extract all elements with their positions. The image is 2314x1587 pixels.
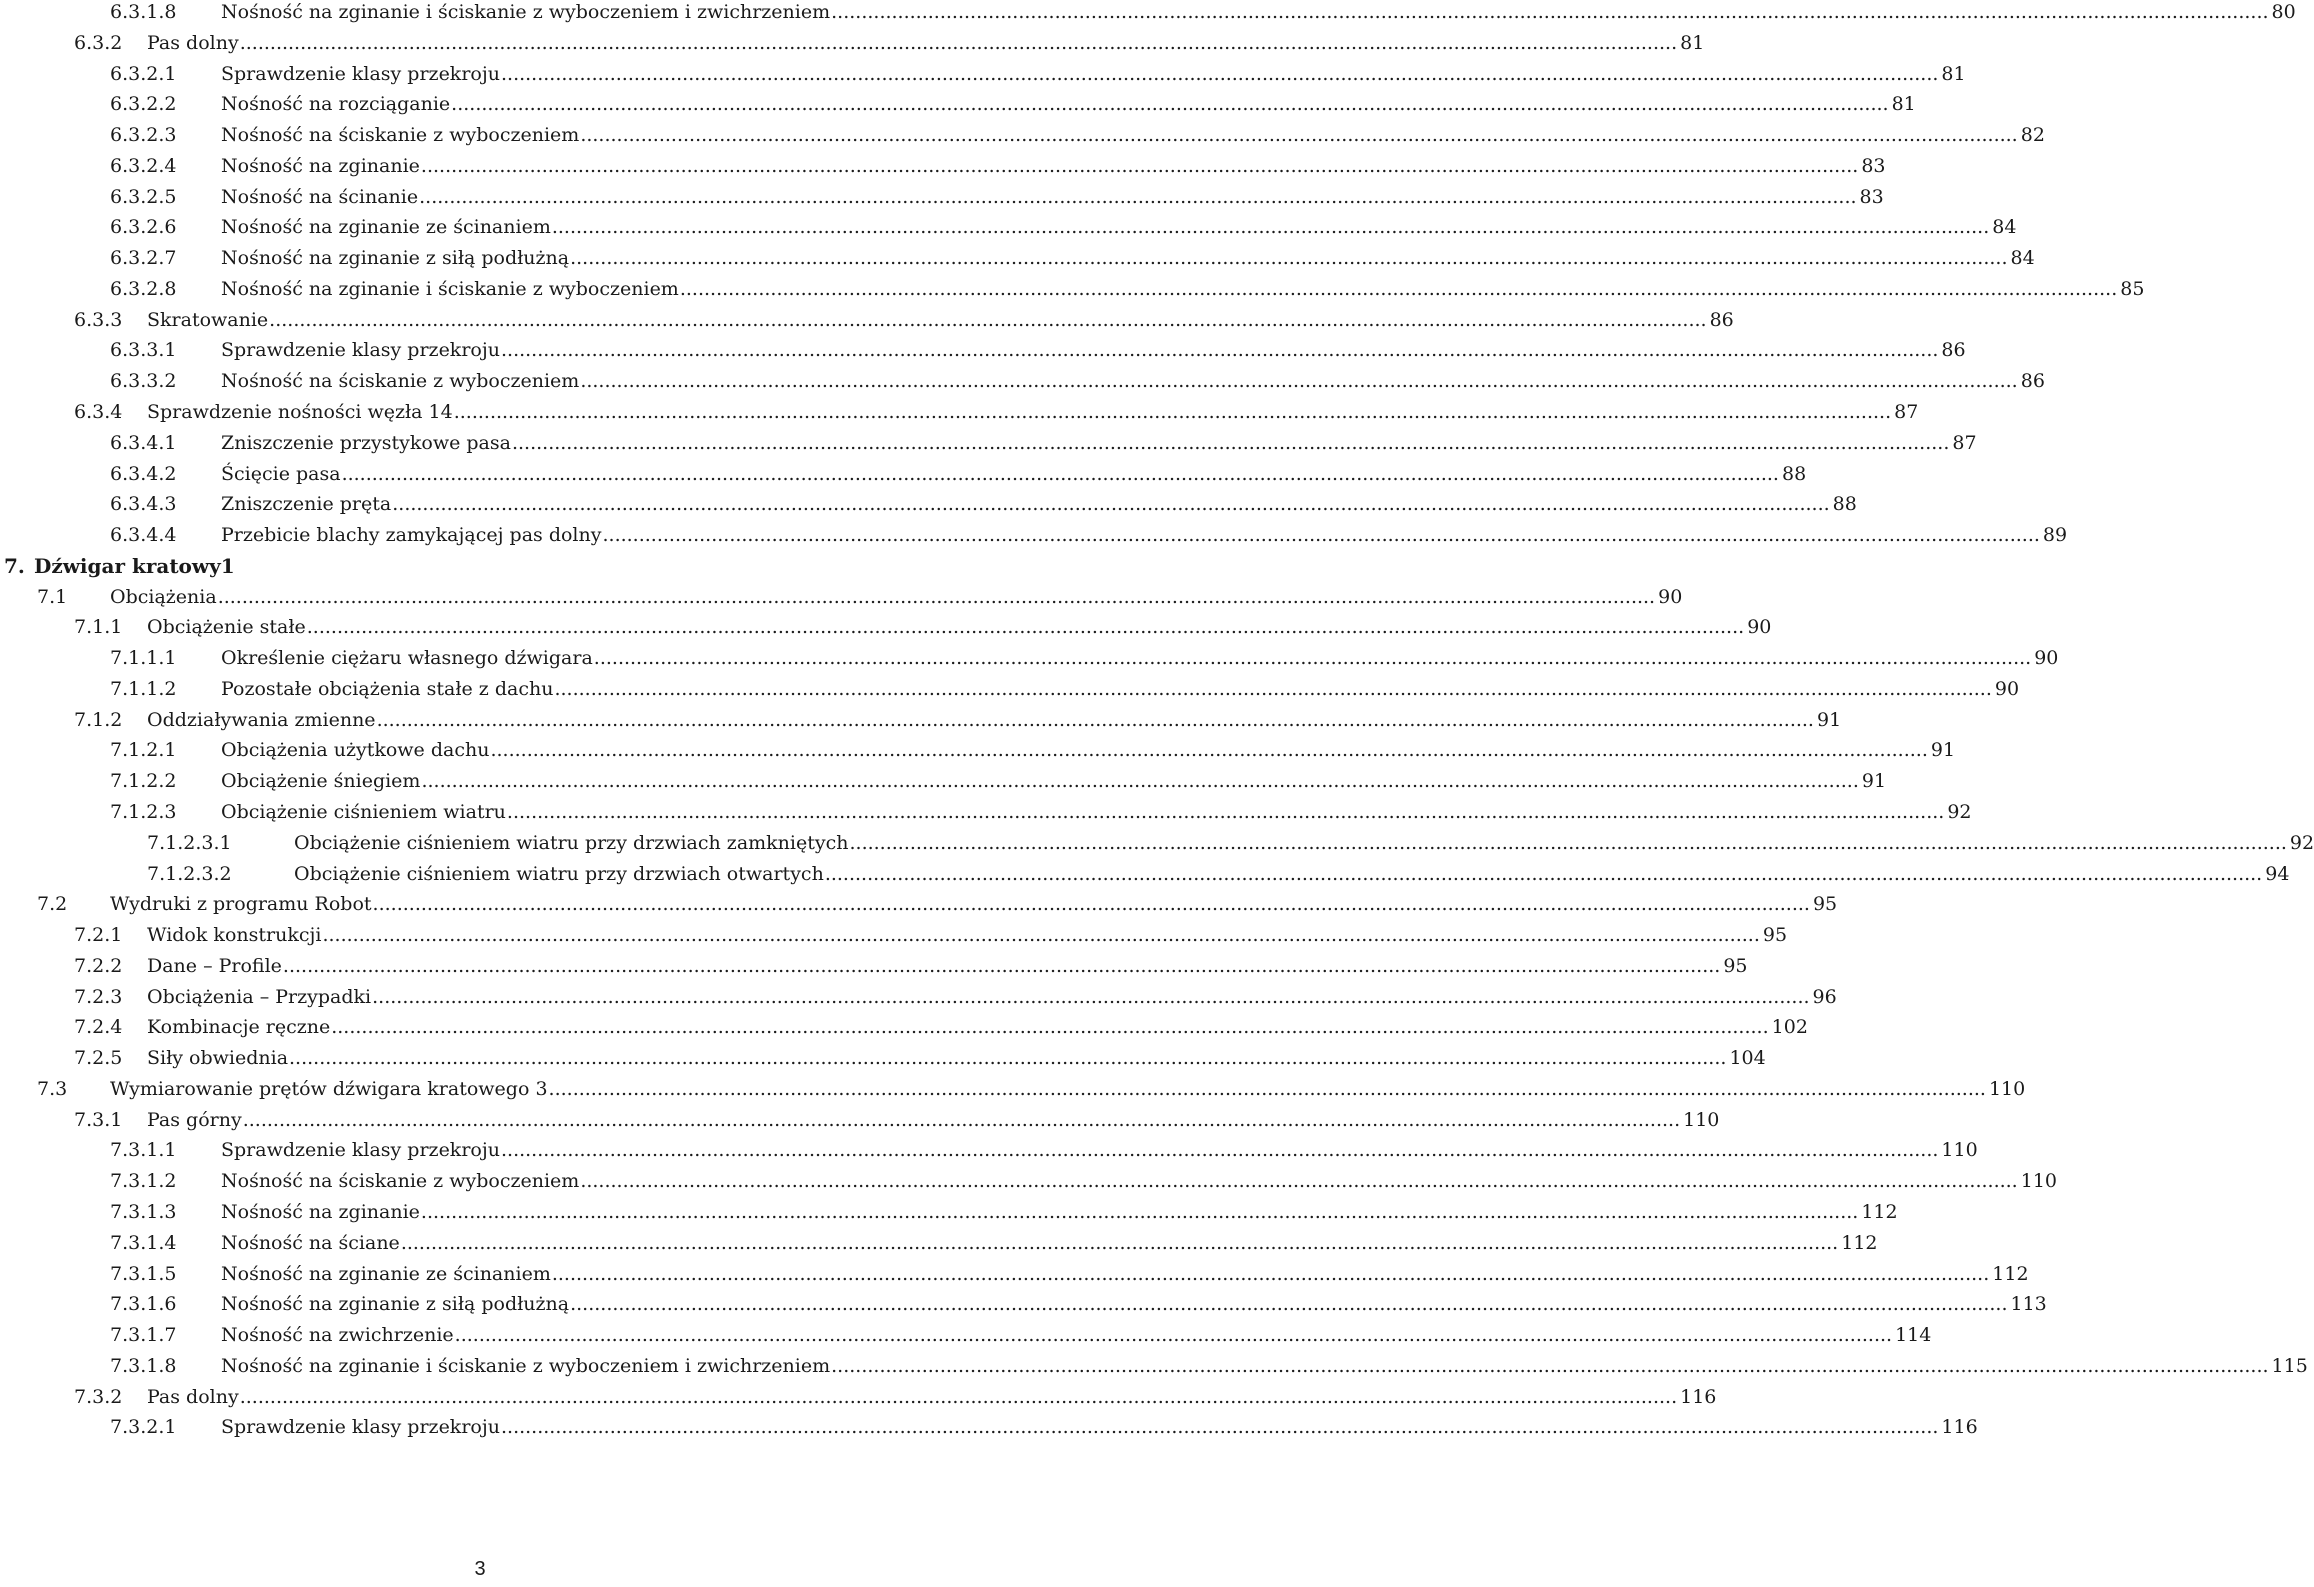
toc-dot-leader — [580, 366, 2017, 396]
toc-entry-page: 80 — [2271, 1, 2296, 23]
toc-entry-title: Pas górny — [147, 1108, 242, 1131]
toc-dot-leader — [372, 982, 1809, 1012]
toc-entry-title: Dźwigar kratowy1 — [34, 553, 235, 578]
toc-entry-title: Widok konstrukcji — [147, 924, 322, 947]
toc-entry[interactable] — [110, 243, 2035, 273]
toc-entry-number: 6.3.3.1 — [110, 339, 177, 362]
toc-entry[interactable] — [110, 1259, 2029, 1289]
toc-dot-leader — [554, 674, 1991, 704]
toc-entry-page: 83 — [1859, 185, 1884, 208]
toc-entry-page: 82 — [2020, 124, 2045, 147]
toc-entry[interactable] — [74, 920, 1788, 950]
toc-entry-number: 6.3.2.3 — [110, 124, 177, 147]
toc-dot-leader — [269, 305, 1706, 335]
toc-entry[interactable] — [110, 489, 1857, 519]
toc-entry-page: 110 — [2020, 1170, 2057, 1193]
toc-entry[interactable] — [110, 1412, 1978, 1442]
toc-entry-number: 7.2 — [37, 893, 68, 916]
toc-entry-title: Kombinacje ręczne — [147, 1016, 331, 1039]
toc-entry-title: Pas dolny — [147, 31, 239, 54]
toc-entry-number: 6.3.2.1 — [110, 62, 177, 85]
toc-entry-title: Nośność na zginanie i ściskanie z wyboczeniem i zwichrzeniem — [221, 1354, 831, 1377]
toc-entry-page: 94 — [2265, 862, 2290, 885]
toc-entry[interactable] — [110, 120, 2045, 150]
toc-entry-number: 6.3.4.1 — [110, 431, 177, 454]
toc-entry-number: 6.3.2.7 — [110, 247, 177, 270]
toc-entry-title: Nośność na ściane — [221, 1231, 400, 1254]
toc-entry-page: 110 — [1941, 1139, 1978, 1162]
toc-entry-page: 113 — [2010, 1293, 2047, 1316]
toc-entry-title: Nośność na rozciąganie — [221, 93, 451, 116]
toc-entry[interactable] — [110, 674, 2020, 704]
toc-dot-leader — [289, 1043, 1726, 1073]
toc-entry-number: 7.3.2 — [74, 1385, 123, 1408]
toc-entry-page: 86 — [2020, 370, 2045, 393]
toc-entry-title: Dane – Profile — [147, 954, 282, 977]
toc-entry-number: 7.3.1 — [74, 1108, 123, 1131]
toc-entry-number: 6.3.2 — [74, 31, 123, 54]
toc-entry-number: 7.3.1.8 — [110, 1354, 177, 1377]
toc-entry-number: 6.3.3.2 — [110, 370, 177, 393]
toc-entry-number: 7.1.2.1 — [110, 739, 177, 762]
toc-entry-page: 88 — [1781, 462, 1807, 485]
toc-entry-title: Ścięcie pasa — [221, 462, 341, 485]
toc-entry-number: 6.3.2.8 — [110, 277, 177, 300]
toc-dot-leader — [570, 243, 2007, 273]
toc-entry-title: Sprawdzenie klasy przekroju — [221, 1416, 500, 1439]
toc-dot-leader — [501, 335, 1938, 365]
toc-entry[interactable] — [37, 1074, 2026, 1104]
toc-entry-title: Pozostałe obciążenia stałe z dachu — [221, 677, 554, 700]
toc-entry-number: 7.1.1.1 — [110, 647, 177, 670]
toc-dot-leader — [243, 1105, 1680, 1135]
toc-entry-number: 7. — [4, 553, 25, 578]
toc-entry[interactable] — [110, 1228, 1878, 1258]
toc-entry-page: 115 — [2271, 1354, 2308, 1377]
toc-entry-title: Wydruki z programu Robot — [110, 893, 372, 916]
toc-entry[interactable] — [74, 982, 1837, 1012]
toc-entry-title: Nośność na ściskanie z wyboczeniem — [221, 370, 580, 393]
toc-entry[interactable] — [37, 582, 1683, 612]
toc-entry-number: 7.1.2.3 — [110, 801, 177, 824]
toc-dot-leader — [218, 582, 1655, 612]
toc-entry-number: 7.2.1 — [74, 924, 123, 947]
toc-entry-page: 95 — [1762, 924, 1788, 947]
toc-dot-leader — [454, 397, 1891, 427]
toc-entry-number: 7.1.1 — [74, 616, 123, 639]
toc-entry-title: Obciążenia użytkowe dachu — [221, 739, 490, 762]
toc-entry-number: 6.3.3 — [74, 308, 123, 331]
toc-entry-title: Obciążenie stałe — [147, 616, 306, 639]
toc-dot-leader — [373, 889, 1810, 919]
toc-entry-title: Określenie ciężaru własnego dźwigara — [221, 647, 593, 670]
toc-entry[interactable] — [74, 28, 1705, 58]
toc-entry[interactable] — [110, 643, 2059, 673]
toc-dot-leader — [455, 1320, 1892, 1350]
toc-entry[interactable] — [110, 459, 1807, 489]
toc-entry-title: Skratowanie — [147, 308, 269, 331]
toc-entry[interactable] — [110, 1135, 1978, 1165]
toc-dot-leader — [849, 828, 2286, 858]
toc-entry[interactable] — [110, 520, 2068, 550]
toc-entry-title: Nośność na zginanie i ściskanie z wyboczeniem — [221, 277, 679, 300]
toc-entry-title: Nośność na zginanie z siłą podłużną — [221, 247, 570, 270]
toc-entry-number: 6.3.2.4 — [110, 154, 177, 177]
toc-dot-leader — [392, 489, 1829, 519]
toc-entry-page: 102 — [1771, 1016, 1808, 1039]
toc-entry-page: 116 — [1680, 1385, 1717, 1408]
toc-entry-number: 6.3.4.3 — [110, 493, 177, 516]
toc-dot-leader — [507, 797, 1944, 827]
toc-entry-number: 7.2.3 — [74, 985, 123, 1008]
toc-entry-page: 81 — [1891, 93, 1916, 116]
toc-entry-title: Zniszczenie przystykowe pasa — [221, 431, 511, 454]
toc-entry-page: 85 — [2120, 277, 2145, 300]
toc-dot-leader — [501, 1412, 1938, 1442]
toc-entry-number: 7.1.2.3.2 — [147, 862, 232, 885]
toc-entry-number: 7.1.2.2 — [110, 770, 177, 793]
toc-entry-number: 7.3.2.1 — [110, 1416, 177, 1439]
toc-dot-leader — [421, 151, 1858, 181]
toc-entry-title: Obciążenie śniegiem — [221, 770, 421, 793]
toc-entry-title: Sprawdzenie klasy przekroju — [221, 1139, 500, 1162]
toc-entry-number: 7.1.2.3.1 — [147, 831, 232, 854]
toc-entry-page: 110 — [1683, 1108, 1720, 1131]
toc-entry[interactable] — [110, 59, 1966, 89]
toc-entry-title: Obciążenie ciśnieniem wiatru — [221, 801, 506, 824]
toc-entry-page: 96 — [1812, 985, 1837, 1008]
toc-dot-leader — [490, 735, 1927, 765]
toc-entry-page: 112 — [1841, 1231, 1878, 1254]
toc-entry[interactable] — [110, 182, 1884, 212]
toc-entry[interactable] — [74, 1382, 1717, 1412]
toc-dot-leader — [501, 1135, 1938, 1165]
toc-entry-number: 6.3.4.4 — [110, 524, 177, 547]
toc-entry-title: Siły obwiednia — [147, 1047, 289, 1070]
toc-entry[interactable] — [147, 859, 2290, 889]
toc-entry[interactable] — [110, 1351, 2308, 1381]
toc-dot-leader — [342, 459, 1779, 489]
toc-entry-number: 6.3.2.5 — [110, 185, 177, 208]
toc-entry-title: Nośność na zginanie ze ścinaniem — [221, 1262, 551, 1285]
toc-entry[interactable] — [110, 735, 1956, 765]
toc-entry[interactable] — [110, 274, 2145, 304]
toc-entry-title: Obciążenia – Przypadki — [147, 985, 372, 1008]
toc-entry-number: 6.3.2.2 — [110, 93, 177, 116]
toc-entry-title: Zniszczenie pręta — [221, 493, 392, 516]
toc-entry-title: Obciążenie ciśnieniem wiatru przy drzwiach otwartych — [294, 862, 824, 885]
toc-dot-leader — [580, 1166, 2017, 1196]
toc-entry-page: 81 — [1680, 31, 1705, 54]
toc-entry[interactable] — [74, 705, 1842, 735]
toc-entry-number: 7.3.1.3 — [110, 1201, 177, 1224]
toc-dot-leader — [331, 1012, 1768, 1042]
toc-entry-page: 86 — [1709, 308, 1734, 331]
toc-entry-page: 81 — [1941, 62, 1966, 85]
toc-entry[interactable] — [110, 1166, 2057, 1196]
toc-entry-number: 6.3.2.6 — [110, 216, 177, 239]
toc-entry-page: 114 — [1895, 1324, 1932, 1347]
toc-entry-page: 92 — [1947, 801, 1972, 824]
toc-dot-leader — [451, 89, 1888, 119]
toc-entry-page: 87 — [1894, 401, 1919, 423]
toc-dot-leader — [421, 1197, 1858, 1227]
toc-entry-page: 86 — [1941, 339, 1966, 362]
toc-dot-leader — [831, 1351, 2268, 1381]
toc-entry[interactable] — [110, 797, 1972, 827]
toc-entry-title: Sprawdzenie nośności węzła 14 — [147, 401, 453, 423]
toc-entry-page: 112 — [1861, 1201, 1898, 1224]
toc-entry-page: 95 — [1723, 954, 1748, 977]
toc-entry[interactable] — [74, 397, 1919, 427]
toc-dot-leader — [501, 59, 1938, 89]
toc-dot-leader — [240, 28, 1677, 58]
toc-entry[interactable] — [74, 612, 1772, 642]
toc-entry-page: 88 — [1832, 493, 1857, 516]
toc-entry-title: Sprawdzenie klasy przekroju — [221, 339, 500, 362]
toc-entry-page: 89 — [2042, 524, 2068, 547]
page-number: 3 — [474, 1558, 486, 1580]
toc-entry-number: 7.2.2 — [74, 954, 123, 977]
toc-dot-leader — [419, 182, 1856, 212]
toc-entry[interactable] — [110, 0, 2296, 27]
toc-entry[interactable] — [74, 305, 1734, 335]
toc-dot-leader — [322, 920, 1759, 950]
toc-entry-number: 7.3.1.4 — [110, 1231, 177, 1254]
toc-entry-title: Nośność na ściskanie z wyboczeniem — [221, 124, 580, 147]
toc-entry[interactable] — [74, 1105, 1720, 1135]
toc-dot-leader — [580, 120, 2017, 150]
toc-dot-leader — [552, 1259, 1989, 1289]
toc-entry-number: 7.3.1.1 — [110, 1139, 177, 1162]
toc-entry[interactable] — [110, 335, 1966, 365]
toc-entry[interactable] — [110, 212, 2017, 242]
toc-dot-leader — [680, 274, 2117, 304]
toc-entry-number: 7.1.1.2 — [110, 677, 177, 700]
toc-entry-page: 112 — [1992, 1262, 2029, 1285]
toc-entry-number: 7.3.1.2 — [110, 1170, 177, 1193]
toc-entry-title: Nośność na zwichrzenie — [221, 1324, 454, 1347]
toc-entry-title: Obciążenia — [110, 585, 217, 608]
toc-entry-title: Nośność na ściskanie z wyboczeniem — [221, 1170, 580, 1193]
toc-entry[interactable] — [74, 951, 1748, 981]
toc-dot-leader — [377, 705, 1814, 735]
toc-entry-title: Obciążenie ciśnieniem wiatru przy drzwiach zamkniętych — [294, 831, 849, 854]
toc-entry-number: 7.2.4 — [74, 1016, 123, 1039]
toc-chapter-heading[interactable] — [4, 551, 946, 581]
toc-entry-title: Nośność na ścinanie — [221, 185, 419, 208]
toc-entry-number: 6.3.1.8 — [110, 1, 177, 23]
toc-entry-page: 84 — [1992, 216, 2017, 239]
toc-entry-page: 104 — [1729, 1047, 1766, 1070]
toc-entry[interactable] — [110, 428, 1977, 458]
toc-dot-leader — [831, 0, 2268, 27]
toc-entry-title: Oddziaływania zmienne — [147, 708, 376, 731]
toc-entry[interactable] — [74, 1012, 1808, 1042]
toc-dot-leader — [602, 520, 2039, 550]
toc-dot-leader — [283, 951, 1720, 981]
toc-entry-title: Przebicie blachy zamykającej pas dolny — [221, 524, 602, 547]
toc-entry[interactable] — [74, 1043, 1766, 1073]
toc-entry-number: 7.1.2 — [74, 708, 123, 731]
toc-entry-page: 110 — [1988, 1077, 2026, 1100]
toc-entry-number: 7.2.5 — [74, 1047, 123, 1070]
toc-entry[interactable] — [147, 828, 2314, 858]
toc-dot-leader — [401, 1228, 1838, 1258]
toc-entry-title: Nośność na zginanie — [221, 1201, 420, 1224]
toc-entry-number: 7.3.1.5 — [110, 1262, 177, 1285]
toc-entry[interactable] — [110, 1197, 1898, 1227]
toc-entry[interactable] — [110, 1289, 2047, 1319]
toc-entry-page: 90 — [1994, 677, 2020, 700]
toc-dot-leader — [570, 1289, 2007, 1319]
toc-entry-page: 92 — [2289, 831, 2314, 854]
toc-entry-page: 84 — [2010, 247, 2035, 270]
toc-entry[interactable] — [37, 889, 1838, 919]
toc-entry-number: 6.3.4.2 — [110, 462, 177, 485]
toc-entry[interactable] — [110, 366, 2045, 396]
toc-entry-title: Sprawdzenie klasy przekroju — [221, 62, 500, 85]
toc-dot-leader — [825, 859, 2262, 889]
toc-entry-number: 7.1 — [37, 585, 68, 608]
toc-entry[interactable] — [110, 766, 1887, 796]
toc-entry-page: 91 — [1861, 770, 1887, 793]
toc-entry-title: Nośność na zginanie z siłą podłużną — [221, 1293, 570, 1316]
toc-entry-page: 91 — [1930, 739, 1956, 762]
toc-dot-leader — [594, 643, 2031, 673]
toc-entry-page: 87 — [1952, 431, 1977, 454]
toc-dot-leader — [549, 1074, 1986, 1104]
toc-entry-page: 116 — [1941, 1416, 1978, 1439]
toc-entry-title: Nośność na zginanie i ściskanie z wyboczeniem i zwichrzeniem — [221, 1, 831, 23]
toc-entry-number: 7.3 — [37, 1077, 68, 1100]
toc-dot-leader — [240, 1382, 1677, 1412]
toc-entry-title: Nośność na zginanie — [221, 154, 420, 177]
toc-entry-number: 7.3.1.7 — [110, 1324, 177, 1347]
toc-entry-page: 90 — [1747, 616, 1772, 639]
toc-dot-leader — [552, 212, 1989, 242]
toc-entry-title: Pas dolny — [147, 1385, 239, 1408]
toc-entry[interactable] — [110, 151, 1886, 181]
toc-entry-title: Wymiarowanie prętów dźwigara kratowego 3 — [110, 1077, 548, 1100]
toc-entry-number: 7.3.1.6 — [110, 1293, 177, 1316]
toc-dot-leader — [421, 766, 1858, 796]
toc-entry-page: 83 — [1861, 154, 1886, 177]
toc-entry[interactable] — [110, 1320, 1932, 1350]
toc-dot-leader — [512, 428, 1949, 458]
toc-entry[interactable] — [110, 89, 1916, 119]
toc-entry-title: Nośność na zginanie ze ścinaniem — [221, 216, 551, 239]
toc-entry-number: 6.3.4 — [74, 401, 123, 423]
toc-dot-leader — [307, 612, 1744, 642]
toc-entry-page: 90 — [2034, 647, 2059, 670]
toc-entry-page: 90 — [1658, 585, 1683, 608]
toc-entry-page: 95 — [1812, 893, 1838, 916]
toc-entry-page: 91 — [1816, 708, 1842, 731]
